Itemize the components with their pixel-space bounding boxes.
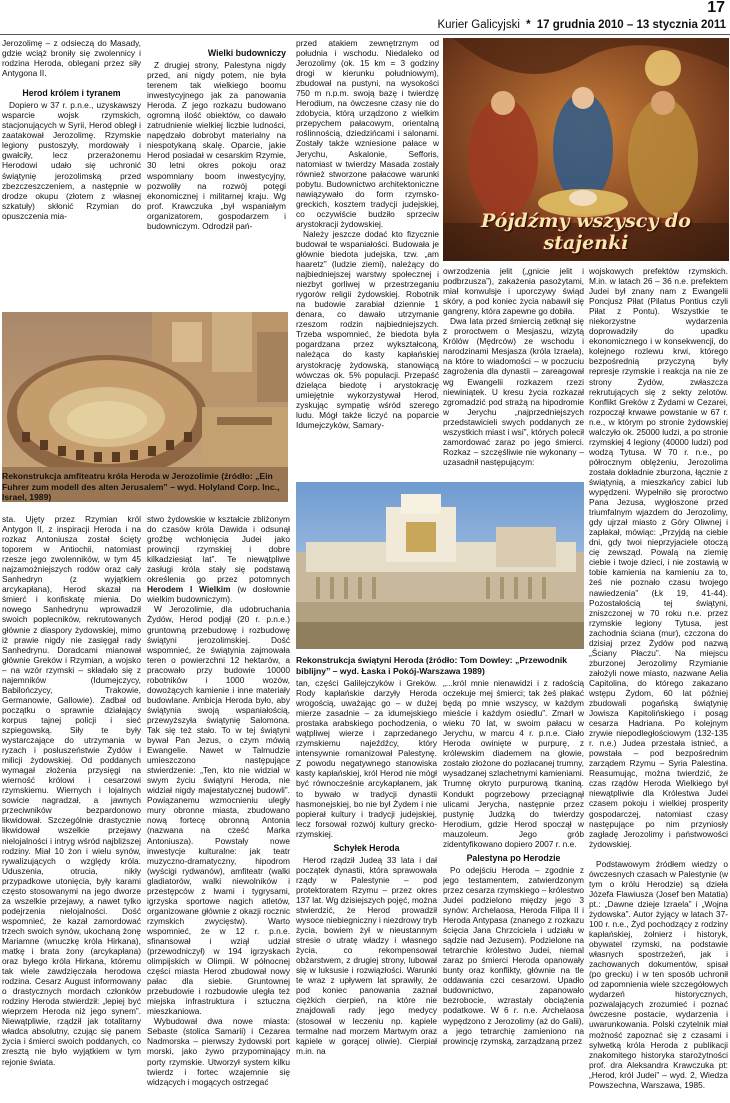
paragraph: Dopiero w 37 r. p.n.e., uzyskawszy wsparcie wojsk rzymskich, stacjonujących w Syrii, Herod obległ i zaatakował Jerozolimę. Rzymskie legiony pustoszyły, mordowały i gwałciły, lecz przerażonemu Herodowi udało się uchronić świątynię jerozolimską przed zbezczeszczeniem, a następnie w drodze okupu (złotem z własnej szkatuły) skłonić Rzymian do opuszczenia mia- [2,100,141,221]
paragraph: Herod rządził Judeą 33 lata i dał początek dynastii, która sprawowała rządy w Palestynie – pod protektoratem Rzymu – przez okres 137 lat. Wg dzisiejszych pojęć, można stwierdzić, że Herod prowadził wysoce niebiegniczny i niezdrowy tryb życia, bowiem żył w nieustannym stresie o utratę władzy i własnego życia, co rekompensował obżarstwem, z drugiej strony, lubował się w luksusie i rozwiązłości. Warunki te wraz z upływem lat sprawiły, że pod koniec panowania zaznał ciężkich cierpień, na które nie znajdowali rady jego medycy (stosował w leczeniu np. kąpiele termalne nad morzem Martwym oraz kąpiele w gorącej oliwie). Cierpiał m.in. na [296,854,437,1056]
paragraph: W Jerozolimie, dla udobruchania Żydów, Herod podjął (20 r. p.n.e.) gruntowną przebudowę i rozbudowę świątyni jerozolimskiej. Dość wspomnieć, że świątynia zajmowała teren o powierzchni 12 hektarów, a pracowało przy budowie 10000 robotników i 1000 wozów, dowożących kamienie i inne materiały budowlane. Ambicja Heroda było, aby świątynia swoją wspaniałością, przewyższyła świątynię Salomona. Tak się też stało. To w tej świątyni bywał Pan Jezus, o czym mówią Ewangelie. Nawet w Talmudzie umieszczono następujące stwierdzenie: „Ten, kto nie widział w swym życiu świątyni Heroda, nie widział nigdy majestatycznej budowli”. Powiązanemu wzmocnieniu uległy mury obronne miasta, zbudowano nową fortecę obronną Antonia (nazwana na cześć Marka Antoniusza). Powstały nowe inwestycje kulturalne: jak teatr muzyczno-dramatyczny, hipodrom (wyścigi rydwanów), amfiteatr (walki gladiatorów, walki niewolników i przestępców z lwami i tygrysami, igrzyska sportowe nagich atletów, organizowane głównie z okazji rocznic rzymskich zwycięstw). Warto wspomnieć, że w 12 r. p.n.e. sfinansował i wziął udział (przewodniczył) w 194 igrzyskach olimpijskich w Olimpii. W północnej części miasta Herod zbudował nowy pałac dla siebie. Gruntownej przebudowie i rozbudowie uległa też miejska infrastruktura i sztuczna mieszkaniowa. [147,604,290,1017]
section-heading: Wielki budowniczy [207,48,286,58]
nativity-banner [443,38,729,261]
paragraph: Wybudował dwa nowe miasta: Sebaste (stolica Samarii) i Cezarea Nadmorska – pierwszy żydowski port morski, jako żywo przypominający porty rzymskie. Utworzył system kilku twierdz i fortec wzajemnie się widzących i mogących ostrzegać [147,1016,290,1087]
section-heading: Herod królem i tyranem [22,88,121,99]
publication-name: Kurier Galicyjski [437,19,520,31]
column-2-bottom [147,514,290,1102]
column-4-top [443,266,584,480]
column-1-bottom [2,514,141,1102]
temple-model-picture [296,482,584,649]
column-3 [296,38,439,476]
paragraph: Należy jeszcze dodać kto fizycznie budował te wspaniałości. Budowała je głównie biedota judejska, tzw. „am haaretz” (ludzie ziemi), należący do najbiedniejszej warstwy społecznej i niezbyt gorliwej w przestrzeganiu rygorów religii żydowskiej. Robotnik na budowie zarabiał dziennie 1 denara, co dawało utrzymanie rzeszom rodzin najbiedniejszych. Trzeba wspomnieć, że biedota była pogardzana przez wykształconą, należąca do kasty kapłańskiej arystokrację żydowską, stanowiącą wówczas ok. 5% populacji. Przepaść dzieląca biedotę i arystokrację umiejętnie wykorzystywał Herod, zyskując sympatię wśród szerego ludu. Mógł także liczyć na poparcie Idumejczyków, Samary- [296,228,439,430]
paragraph: Podstawowym źródłem wiedzy o ówczesnych czasach w Palestynie (w tym o królu Herodzie) są dzieła Józefa Flawiusza (Josef ben Matatia) pt.: „Dawne dzieje Izraela” i „Wojna żydowska”. Autor żyjący w latach 37-100 r. n.e., Żyd pochodzący z rodziny kapłańskiej, żołnierz i historyk, obywatel rzymski, na podstawie własnych spostrzeżeń, jak i zachowanych dokumentów, spisał (po grecku) i w ten sposób uchronił od zapomnienia wiele szczegółowych wydarzeń historycznych, pozwalających zrozumieć i poznać ówczesne postacie, wydarzenia i uwarunkowania. Polski czytelnik miał możność zapoznać się z czasami i sylwetką króla Heroda z publikacji znakomitego historyka starożytności prof. dra Aleksandra Krawczuka pt: „Herod, król Judei” – wyd. 2, Wiedza Powszechna, Warszawa, 1985. [589,858,728,1090]
column-5 [589,266,728,1102]
paragraph [147,514,290,604]
temple-photo [296,482,584,649]
paragraph: Jerozolimę – z odsieczą do Masady, gdzie wciąż broniły się zwolennicy i rodzina Heroda, oblegani przez siły Antygona II. [2,38,141,79]
section-heading: Schyłek Heroda [333,842,400,853]
column-3-bottom [296,678,437,1102]
paragraph: sta. Ujęty przez Rzymian król Antygon II, z inspiracji Heroda i na rozkaz Antoniusza został ścięty toporem w Antiochii, natomiast rzesze jego zwolenników, w tym 45 najzamożniejszych rodów oraz cały Sanhedryn (z wyjątkiem arcykapłana), Herod skazał na śmierć i konfiskatę mienia. Do nowego Sanhedrynu wprowadził swoich poplecników, rekrutowanych głównie z diaspory żydowskiej, mimo iż prawie nigdy nie zasięgał rady Sanhedrynu. Doradcami mianował głównie Greków i Rzymian, a wojsko – na wzór rzymski – składało się z najemników (Idumejczycy, Babilończycy, Trakowie, Germanowie, Gallowie). Zadbał od początku o sprawnie działający korpus tajnej policji i sieć szpiegowską. Siły te były wystarczające do utrzymania w ryzach i posłuszeństwie Żydów i milicji żydowskiej. Od poddanych wymagał złożenia przysięgi na wierność królowi i cesarzowi rzymskiemu. Wiernych i lojalnych sowicie nagradzał, a jawnych przeciwników bezpardonowo likwidował. Szczególnie drastycznie likwidował wszelkie przejawy nielojalności i intryg wśród najbliższej rodziny. Miał 10 żon i wielu synów, rywalizujących o względy króla. Uduszenia, otrucia, nikły przypadkowe utonięcia, były karami często stosowanymi na jego dworze za wszelkie przejawy, a nawet tylko podejrzenia nielojalności. Dość wspomnieć, że kazał zamordować trzech swoich synów, ukochaną żonę Mariamne (wnuczkę króla Hirkana), matkę i brata żony (arcykapłana) oraz byłego króla Hirkana, któremu tak wiele zawdzięczała herodowa rodzina. Cesarz August informowany o drastycznych mordach członków rodziny Heroda stwierdził: „lepiej być wieprzem Heroda niż jego synem”. Niewątpliwie, rządził jak totalitarny władca absolutny, czując się panem życia i śmierci swoich poddanych, co zresztą nie było wyjątkiem w tym rejonie świata. [2,514,141,1067]
paragraph: przed atakiem zewnętrznym od południa i wschodu. Niedaleko od Jerozolimy (ok. 15 km = 3 godziny drogi w kierunku południowym), zbudował na pustyni, na wysokości 750 m n.p.m. swoją bazę i twierdzę Herodium, na ówczesne czasy nie do zdobycia, którą urządzono z wielkim przepychem pałacowym, orientalną roślinnością, dziedzińcami i salonami. Zostały także wzniesione pałace w Jerychu, Askalonie, Sefforis, natomiast w twierdzy Masada zostały również stworzone pałacowe warunki pobytu. Budownictwo architektoniczne nawiązywało do form rzymsko-greckich, kosztem tradycji judejskiej, co oczywiście budziło sprzeciw arystokracji żydowskiej. [296,38,439,229]
banner-title: Pójdźmy wszyscy do stajenki [481,210,691,254]
column-1-top [2,38,141,312]
paragraph: „...król mnie nienawidzi i z radością oczekuje mej śmierci; tak żeś płakać będą po mnie wszyscy, w każdym mieście i każdym osiedlu”. Zmarł w wieku 70 lat, w swoim pałacu w Jerychu, w marcu 4 r. p.n.e. Ciało Heroda owinięte w purpurę, z królewskim diademem na głowie, zostało złożone do pozłacanej trumny, wysadzanej szlachetnymi kamieniami. Trumnę okryto purpurową tkaniną. Kondukt pogrzebowy przeciągnął ulicami Jerycha, następnie przez pustynię Judzką do twierdzy Herodium, gdzie Herod spoczął w mauzoleum. Jego grób zidentyfikowano dopiero 2007 r. n.e. [443,678,584,849]
issue-dates: 17 grudnia 2010 – 13 stycznia 2011 [536,19,726,31]
emphasis-herod-title: Herodem I Wielkim [147,584,231,595]
header-separator: * [526,19,531,31]
paragraph: Z drugiej strony, Palestyna nigdy przed, ani nigdy potem, nie była terenem tak wielkiego boomu inwestycyjnego jak za panowania Heroda. Z jego rozkazu budowano ogromną ilość obiektów, co dawało zatrudnienie wielkiej liczbie ludności, napędzało dobrobyt materialny na niespotykaną skalę. Oparcie, jakie Herod posiadał w cesarskim Rzymie, 30 letni okres pokoju oraz wspomniany boom inwestycyjny, pozwoliły na rozwój potęgi ekonomicznej i militarnej kraju. Wg prof. Krawczuka „był wspaniałym organizatorem, gospodarzem i budowniczym. Odrodził pań- [147,60,286,231]
header-line [437,19,726,31]
paragraph: wojskowych prefektów rzymskich. M.in. w latach 26 – 36 n.e. prefektem Judei był znany nam z Ewangelii Poncjusz Piłat (Pilatus Pontius czyli Piłat z Pontu). Wszystkie te niekorzystne wydarzenia doprowadziły do upadku ekonomicznego i w konsekwencji, do kolejnego rozlewu krwi, którego bezpośrednią przyczyną były represje rzymskie i reakcja na nie ze strony Żydów, zwłaszcza rekrutujących się z sekty zelotów. Konflikt Greków z Żydami w Cezarei, rozpoczął krwawe powstanie w 67 r. n.e., w którym po stronie żydowskiej walczyło ok. 25000 ludzi, a po stronie rzymskiej 4 legiony (40000 ludzi) pod wodzą Tytusa. W 70 r. n.e., po półrocznym oblężeniu, Jerozolima została dokładnie zburzona, łącznie z świątynią, a mieszkańcy zabici lub wypędzeni. Wypełniło się proroctwo Pana Jezusa, wygłoszone przed triumfalnym wjazdem do Jerozolimy, gdy ujrzał miasto z Góry Oliwnej i zapłakał, mówiąc: „Przyjdą na ciebie dni, gdy twoi nieprzyjaciele otoczą cię zewsząd. Powalą na ziemię ciebie i twoje dzieci, i nie zostawią w tobie kamienia na kamieniu za to, żeś nie poznało czasu twojego nawiedzenia” (Łk 19, 41-44). Pozostałością tej świątyni, zniszczonej w 70 roku n.e. przez rzymskie legiony Tytusa, jest zachodnia ściana (mur), czczona do dzisiaj przez Żydów pod nazwą „Ściany Płaczu”. Na miejscu zburzonej Jerozolimy Rzymianie założyli nowe miasto, nazwane Aelia Capitolina, do którego zakazano wstępu Żydom, 60 lat później zbudowali pogańską świątynię Jowisza Kapitolińskiego i posąg cesarza Hadriana. Po kolejnym zrywie niepodległościowym (132-135 r. n.e.) Judea przestała istnieć, a powstała – pod bezpośrednim zarządem Rzymu – Syria Palestina. Reasumując, można twierdzić, że czas rządów Heroda Wielkiego był niewątpliwie dla Królestwa Judei czasem pokoju i wielkiej prosperity gospodarczej, natomiast czasy następujące po nim przyniosły zagładę Jerozolimy i państwowości żydowskiej. [589,266,728,849]
text-run: (w dosłownie wielkim budowniczym). [147,584,290,605]
amphitheatre-caption-text: Rekonstrukcja amfiteatru króla Heroda w Jerozolimie (źródło: „Ein Fuhrer zum modell des alten Jerusalem” – wyd. Holyland Corp. Inc., Israel, 1989) [2,471,280,503]
column-2-top [147,38,286,312]
paragraph: Dwa lata przed śmiercią zetknął się z proroctwem o Mesjaszu, wizytą Królów (Mędrców) ze wschodu i narodzinami Mesjasza (króla Izraela), na które to wiadomości – w poczuciu zagrożenia dla dynastii – zareagował wg Ewangelii rozkazem rzezi niewiniątek. U kresu życia rozkazał zgromadzić pod strażą na hipodromie w Jerychu „najprzedniejszych przedstawicieli swych poddanych ze wszystkich miast i wsi”, których polecił zamordować zaraz po jego śmierci. Rozkaz – szczęśliwie nie wykonany – uzasadnił następującym: [443,316,584,467]
text-run: stwo żydowskie w kształcie zbliżonym do czasów króla Dawida i odsunął groźbę wchłonięcia Judei jako prowincji rzymskiej i dobre kilkadziesiąt lat”. Te niewątpliwe zasługi króla stały się podstawą określenia go przez potomnych [147,514,290,585]
header-rule [0,34,730,35]
temple-caption: Rekonstrukcja świątyni Heroda (źródło: Tom Dowley: „Przewodnik biblijny” – wyd. Łaska i Pokój-Warszawa 1989) [296,655,568,676]
paragraph: owrzodzenia jelit („gnicie jelit i podbrzusza”), zakażenia pasożytami, miał konwulsje i uporczywy świąd skóry, a pod koniec życia nabawił się gangreny, która zapewne go dobiła. [443,266,584,317]
paragraph: Po odejściu Heroda – zgodnie z jego testamentem, zatwierdzonym przez cesarza rzymskiego – królestwo Judei podzielono między jego 3 synów: Archelaosa, Heroda Filipa II i Heroda Antypasa (znanego z rozkazu ścięcia Jana Chrzciciela i udziału w sądzie nad Jezusem). Podzielone na tetrarchie królestwo Judei, niemal zaraz po śmierci Heroda opanowały bunty oraz konflikty, głównie na tle oddawania czci cesarzowi. Upadło budownictwo, zapanowało bezrobocie, wzrastały obciążenia podatkowe. W 6 r. n.e. Archelaosa wypędzono z Jerozolimy (aż do Galii), a jego tetrarchię zamieniono na prowincję rzymską, zarządzaną przez [443,864,584,1046]
paragraph: tan, części Galilejczyków i Greków. Rody kapłańskie darzyły Heroda wrogością, uważając go – w dużej mierze zasadnie – za idumejskiego prostaka arabskiego pochodzenia, o wątpliwej wierze i zaprzedanego rzymskiemu najeźdźcy, który intensywnie romanizował Palestynę. Z powodu negatywnego stanowiska kasty kapłańskiej, król Herod nie mógł być równocześnie arcykapłanem, jak to bywało w tradycji dynastii hasmonejskiej, bo nie był Żydem i nie popierał kultury i tradycji judejskiej, lecz forsował rozwój kultury grecko-rzymskiej. [296,678,437,839]
page-number: 17 [707,0,725,16]
column-4-bottom [443,678,584,1102]
section-heading: Palestyna po Herodzie [466,852,561,863]
